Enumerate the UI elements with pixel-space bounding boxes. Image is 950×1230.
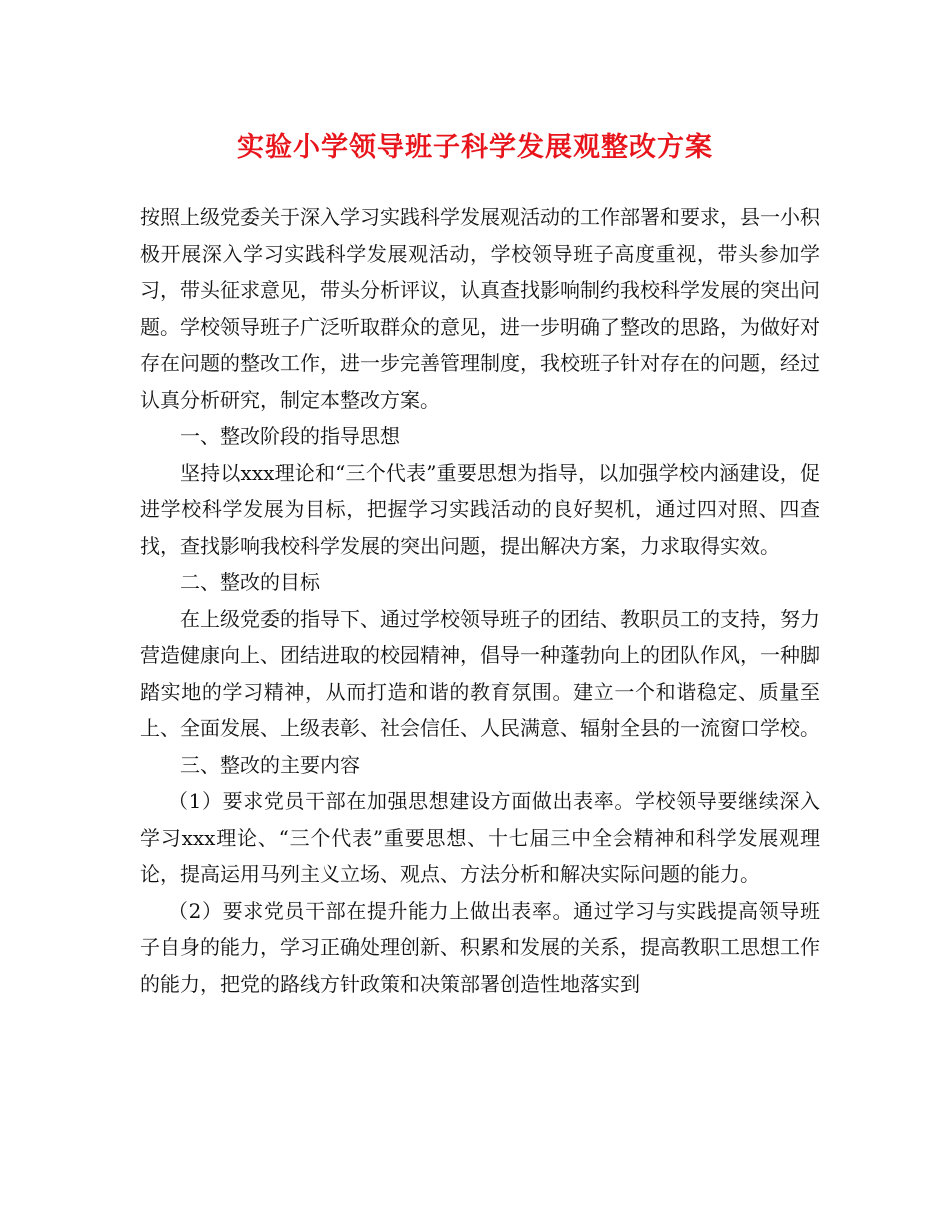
document-title: 实验小学领导班子科学发展观整改方案: [237, 132, 713, 163]
content-item-2: （2）要求党员干部在提升能力上做出表率。通过学习与实践提高领导班子自身的能力，学习正确处理创新、积累和发展的关系，提高教职工思想工作的能力，把党的路线方针政策和决策部署创造性地落实到: [140, 898, 820, 996]
section-heading-goals: 二、整改的目标: [180, 570, 320, 594]
section-heading-guiding-thought: 一、整改阶段的指导思想: [180, 424, 400, 448]
intro-paragraph: 按照上级党委关于深入学习实践科学发展观活动的工作部署和要求，县一小积极开展深入学习实践科学发展观活动，学校领导班子高度重视，带头参加学习，带头征求意见，带头分析评议，认真查找影响制约我校科学发展的突出问题。学校领导班子广泛听取群众的意见，进一步明确了整改的思路，为做好对存在问题的整改工作，进一步完善管理制度，我校班子针对存在的问题，经过认真分析研究，制定本整改方案。: [140, 205, 820, 412]
section-paragraph-goals: 在上级党委的指导下、通过学校领导班子的团结、教职员工的支持，努力营造健康向上、团结进取的校园精神，倡导一种蓬勃向上的团队作风，一种脚踏实地的学习精神，从而打造和谐的教育氛围。建立一个和谐稳定、质量至上、全面发展、上级表彰、社会信任、人民满意、辐射全县的一流窗口学校。: [140, 606, 820, 740]
section-heading-main-content: 三、整改的主要内容: [180, 752, 360, 777]
document-body: [140, 199, 820, 1002]
section-paragraph-guiding-thought: 坚持以xxx理论和“三个代表”重要思想为指导，以加强学校内涵建设，促进学校科学发展为目标，把握学习实践活动的良好契机，通过四对照、四查找，查找影响我校科学发展的突出问题，提出解决方案，力求取得实效。: [140, 460, 820, 558]
content-item-1: （1）要求党员干部在加强思想建设方面做出表率。学校领导要继续深入学习xxx理论、“三个代表”重要思想、十七届三中全会精神和科学发展观理论，提高运用马列主义立场、观点、方法分析和解决实际问题的能力。: [140, 789, 820, 886]
